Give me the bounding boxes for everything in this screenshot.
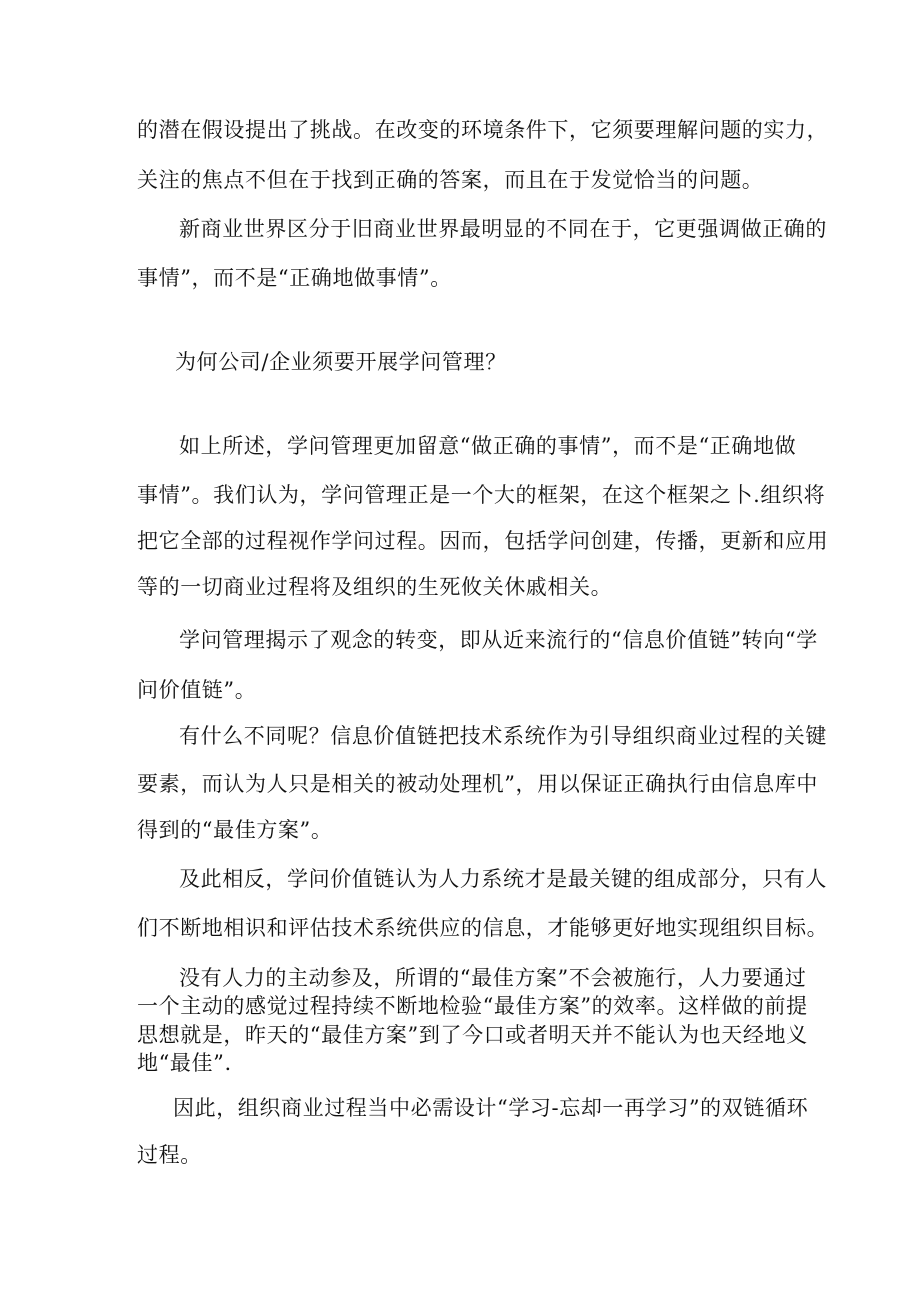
text-line: 思想就是，昨天的“最佳方案”到了今口或者明天并不能认为也天经地义: [137, 1023, 808, 1047]
text-line: 一个主动的感觉过程持续不断地检验“最佳方案”的效率。这样做的前提: [137, 994, 808, 1018]
text-line: 问价值链”。: [137, 678, 257, 702]
text-line: 没有人力的主动参及，所谓的“最佳方案”不会被施行，人力要通过: [179, 966, 807, 990]
text-line: 得到的“最佳方案”。: [137, 818, 333, 842]
text-line: 及此相反，学问价值链认为人力系统才是最关键的组成部分，只有人: [179, 867, 827, 891]
text-line: 新商业世界区分于旧商业世界最明显的不同在于，它更强调做正确的: [179, 217, 827, 241]
text-line: 等的一切商业过程将及组织的生死攸关休戚相关。: [137, 575, 613, 599]
text-line: 的潜在假设提出了挑战。在改变的环境条件下，它须要理解问题的实力，: [137, 118, 829, 142]
text-line: 因此，组织商业过程当中必需设计“学习-忘却一再学习”的双链循环: [173, 1096, 809, 1120]
text-line: 学问管理揭示了观念的转变，即从近来流行的“信息价值链”转向“学: [179, 628, 818, 652]
text-line: 事情”。我们认为，学问管理正是一个大的框架，在这个框架之卜.组织将: [137, 483, 826, 507]
text-line: 要素，而认为人只是相关的被动处理机”，用以保证正确执行由信息库中: [137, 772, 818, 796]
text-line: 有什么不同呢？信息价值链把技术系统作为引导组织商业过程的关键: [179, 724, 827, 748]
text-line: 关注的焦点不但在于找到正确的答案，而且在于发觉恰当的问题。: [137, 168, 764, 192]
text-line: 事情”，而不是“正确地做事情”。: [137, 266, 452, 290]
text-line: 如上所述，学问管理更加留意“做正确的事情”，而不是“正确地做: [179, 434, 797, 458]
text-line: 把它全部的过程视作学问过程。因而，包括学问创建，传播，更新和应用: [137, 529, 829, 553]
text-line: 地“最佳”.: [137, 1051, 232, 1075]
text-line: 们不断地相识和评估技术系统供应的信息，才能够更好地实现组织目标。: [137, 916, 829, 940]
text-line: 过程。: [137, 1143, 202, 1167]
section-heading: 为何公司/企业须要开展学问管理？: [175, 350, 507, 374]
